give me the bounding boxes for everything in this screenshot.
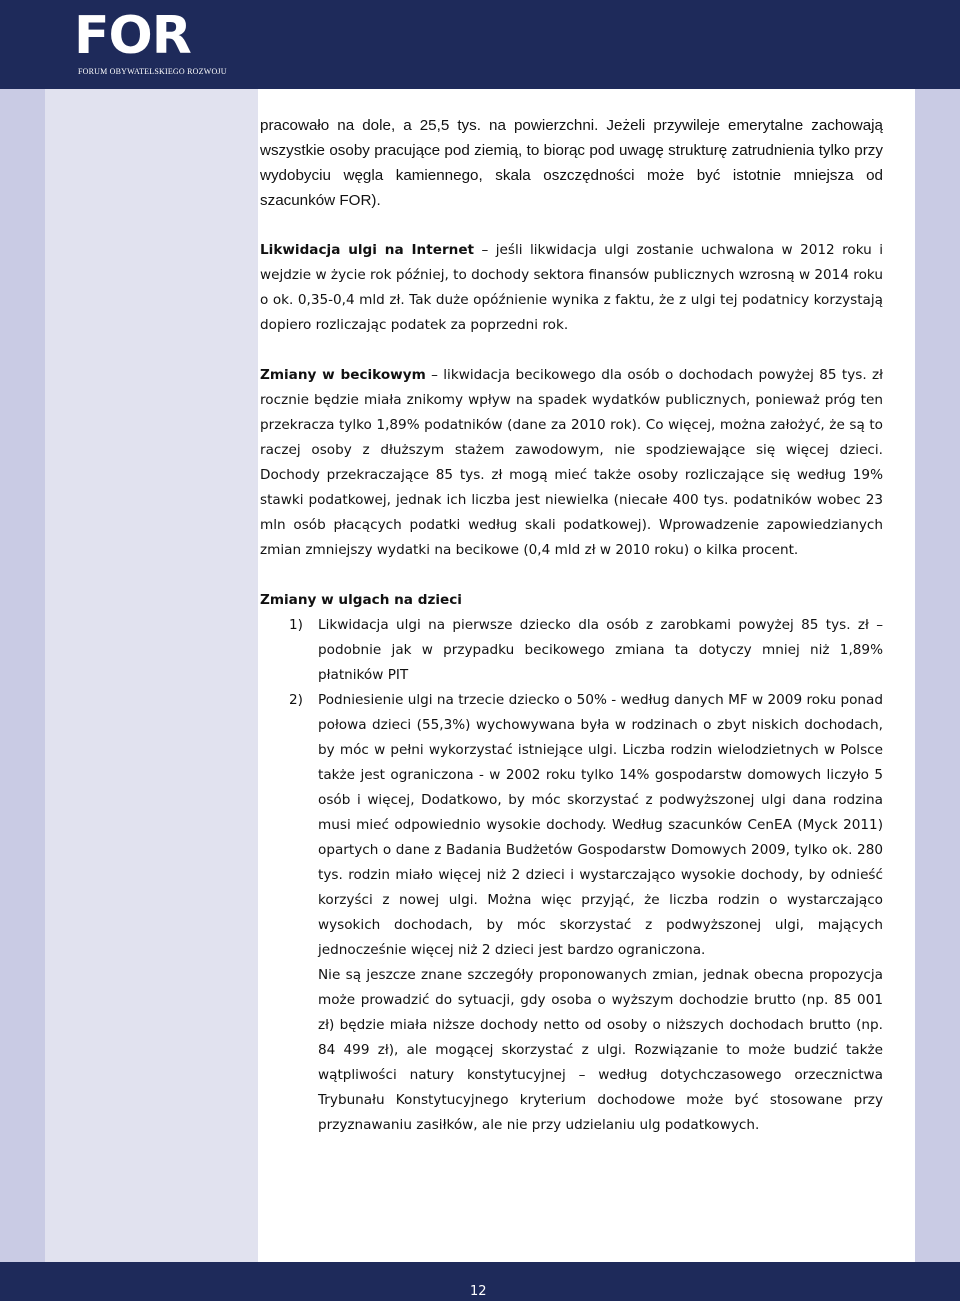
- list-item: [260, 688, 883, 1138]
- list-item-text: Likwidacja ulgi na pierwsze dziecko dla osób z zarobkami powyżej 85 tys. zł – podobnie jak w przypadku becikowego zmiana ta dotyczy mniej niż 1,89% płatników PIT: [318, 617, 883, 683]
- paragraph-mining: pracowało na dole, a 25,5 tys. na powierzchni. Jeżeli przywileje emerytalne zachowają wszystkie osoby pracujące pod ziemią, to biorąc pod uwagę strukturę zatrudnienia tylko przy wydobyciu węgla kamiennego, skala oszczędności może być istotnie mniejsza od szacunków FOR).: [260, 117, 883, 209]
- children-relief-heading: Zmiany w ulgach na dzieci: [260, 592, 462, 608]
- logo-text: FOR: [74, 6, 191, 66]
- list-number: 2): [289, 692, 303, 708]
- internet-relief-heading: Likwidacja ulgi na Internet: [260, 242, 475, 258]
- list-number: 1): [289, 617, 303, 633]
- paragraph-becikowe: [260, 363, 883, 563]
- left-margin-strip: [45, 89, 258, 1262]
- right-margin-strip: [915, 89, 960, 1262]
- logo-subtitle: FORUM OBYWATELSKIEGO ROZWOJU: [78, 67, 227, 76]
- list-item-text: Podniesienie ulgi na trzecie dziecko o 50% - według danych MF w 2009 roku ponad połowa dzieci (55,3%) wychowywana była w rodzinach o zbyt niskich dochodach, by móc w pełni wykorzystać istniejące ulgi. Liczba rodzin wielodzietnych w Polsce także jest ograniczona - w 2002 roku tylko 14% gospodarstw domowych liczyło 5 osób i więcej, Dodatkowo, by móc skorzystać z podwyższonej ulgi dana rodzina musi mieć odpowiednio wysokie dochody. Według szacunków CenEA (Myck 2011) opartych o dane z Badania Budżetów Gospodarstw Domowych 2009, tylko ok. 280 tys. rodzin miało więcej niż 2 dzieci i wystarczająco wysokie dochody, by odnieść korzyści z nowej ulgi. Można więc przyjąć, że liczba rodzin o wystarczająco wysokich dochodach, by móc skorzystać z podwyższonej ulgi, mających jednocześnie więcej niż 2 dzieci jest bardzo ograniczona.: [318, 692, 883, 958]
- children-relief-list: [260, 613, 883, 1138]
- becikowe-text: – likwidacja becikowego dla osób o dochodach powyżej 85 tys. zł rocznie będzie miała znikomy wpływ na spadek wydatków publicznych, ponieważ próg ten przekracza tylko 1,89% podatników (dane za 2010 rok). Co więcej, można założyć, że są to raczej osoby z dłuższym stażem zawodowym, nie spodziewające się więcej dzieci. Dochody przekraczające 85 tys. zł mogą mieć także osoby rozliczające się według 19% stawki podatkowej, jednak ich liczba jest niewielka (niecałe 400 tys. podatników wobec 23 mln osób płacących podatki według skali podatkowej). Wprowadzenie zapowiedzianych zmian zmniejszy wydatki na becikowe (0,4 mld zł w 2010 roku) o kilka procent.: [260, 367, 883, 558]
- paragraph-internet-relief: [260, 238, 883, 338]
- document-page: [258, 89, 915, 1262]
- page-header: [0, 0, 960, 89]
- internet-relief-text: – jeśli likwidacja ulgi zostanie uchwalona w 2012 roku i wejdzie w życie rok później, to dochody sektora finansów publicznych wzrosną w 2014 roku o ok. 0,35-0,4 mld zł. Tak duże opóźnienie wynika z faktu, że z ulgi tej podatnicy korzystają dopiero rozliczając podatek za poprzedni rok.: [260, 242, 883, 333]
- list-item: [260, 613, 883, 688]
- for-logo: [74, 6, 227, 80]
- document-content: [260, 113, 883, 1138]
- list-item-continuation: Nie są jeszcze znane szczegóły proponowanych zmian, jednak obecna propozycja może prowadzić do sytuacji, gdy osoba o wyższym dochodzie brutto (np. 85 001 zł) będzie miała niższe dochody netto od osoby o niższych dochodach brutto (np. 84 499 zł), ale mogącej skorzystać z ulgi. Rozwiązanie to może budzić także wątpliwości natury konstytucyjnej – według dotychczasowego orzecznictwa Trybunału Konstytucyjnego kryterium dochodowe może być stosowane przy przyznawaniu zasiłków, ale nie przy udzielaniu ulg podatkowych.: [318, 967, 883, 1133]
- becikowe-heading: Zmiany w becikowym: [260, 367, 426, 383]
- page-number: 12: [470, 1284, 487, 1299]
- page-footer: [0, 1262, 960, 1301]
